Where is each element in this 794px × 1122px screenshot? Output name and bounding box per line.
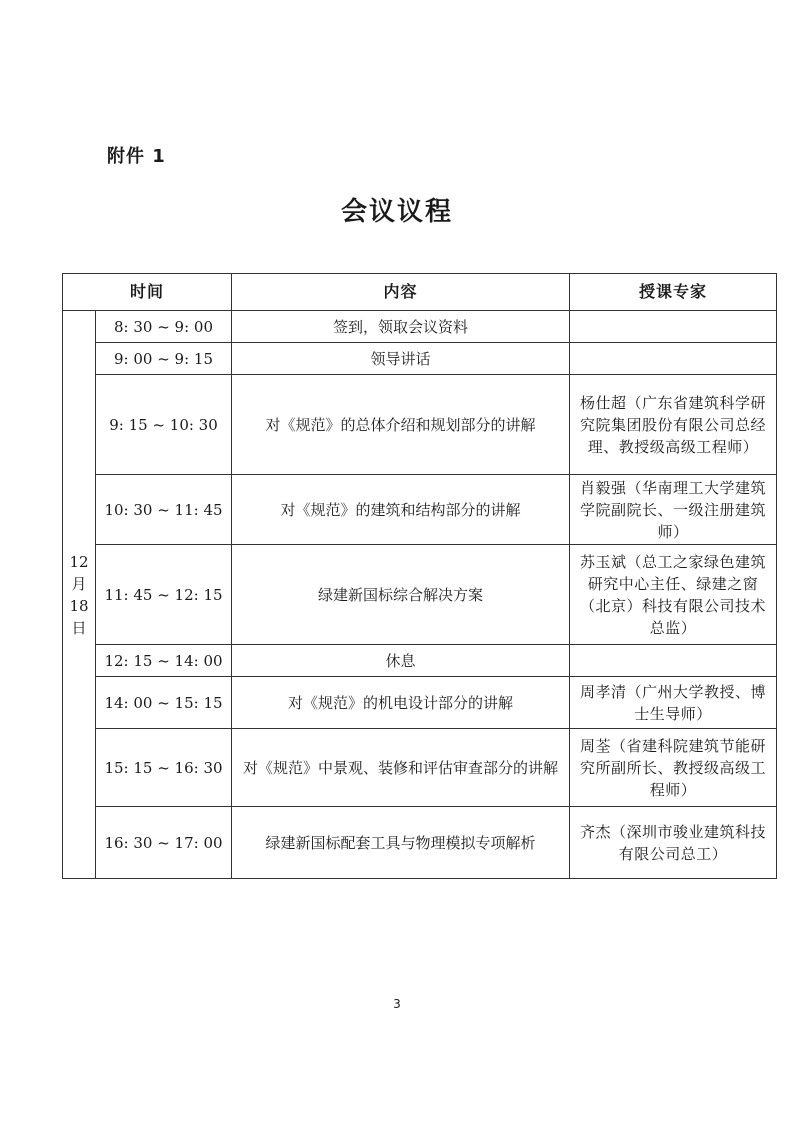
content-cell: 休息 [232, 645, 570, 677]
attachment-label: 附件 1 [107, 146, 166, 167]
table-row [63, 729, 777, 807]
time-cell: 11: 45 ~ 12: 15 [96, 545, 232, 645]
content-cell: 签到，领取会议资料 [232, 311, 570, 343]
expert-cell [570, 311, 777, 343]
expert-cell: 苏玉斌（总工之家绿色建筑研究中心主任、绿建之窗（北京）科技有限公司技术总监） [570, 545, 777, 645]
table-row [63, 677, 777, 729]
content-cell: 绿建新国标配套工具与物理模拟专项解析 [232, 807, 570, 879]
content-cell: 对《规范》的建筑和结构部分的讲解 [232, 475, 570, 545]
time-cell: 9: 00 ~ 9: 15 [96, 343, 232, 375]
content-cell: 对《规范》中景观、装修和评估审查部分的讲解 [232, 729, 570, 807]
expert-cell: 杨仕超（广东省建筑科学研究院集团股份有限公司总经理、教授级高级工程师） [570, 375, 777, 475]
expert-cell [570, 645, 777, 677]
expert-cell: 肖毅强（华南理工大学建筑学院副院长、一级注册建筑师） [570, 475, 777, 545]
header-time: 时间 [63, 274, 232, 311]
header-row [63, 274, 777, 311]
time-cell: 9: 15 ~ 10: 30 [96, 375, 232, 475]
header-expert: 授课专家 [570, 274, 777, 311]
agenda-table [62, 273, 777, 879]
expert-cell [570, 343, 777, 375]
expert-cell: 周孝清（广州大学教授、博士生导师） [570, 677, 777, 729]
content-cell: 对《规范》的总体介绍和规划部分的讲解 [232, 375, 570, 475]
header-content: 内容 [232, 274, 570, 311]
table-row [63, 311, 777, 343]
table-row [63, 343, 777, 375]
content-cell: 领导讲话 [232, 343, 570, 375]
table-row [63, 375, 777, 475]
time-cell: 14: 00 ~ 15: 15 [96, 677, 232, 729]
date-text: 12 月 18 日 [69, 552, 89, 637]
expert-cell: 周荃（省建科院建筑节能研究所副所长、教授级高级工程师） [570, 729, 777, 807]
content-cell: 绿建新国标综合解决方案 [232, 545, 570, 645]
table-row [63, 807, 777, 879]
time-cell: 16: 30 ~ 17: 00 [96, 807, 232, 879]
time-cell: 8: 30 ~ 9: 00 [96, 311, 232, 343]
table-row [63, 645, 777, 677]
time-cell: 15: 15 ~ 16: 30 [96, 729, 232, 807]
table-row [63, 545, 777, 645]
expert-cell: 齐杰（深圳市骏业建筑科技有限公司总工） [570, 807, 777, 879]
table-row [63, 475, 777, 545]
date-cell [63, 311, 96, 879]
content-cell: 对《规范》的机电设计部分的讲解 [232, 677, 570, 729]
page-title: 会议议程 [340, 197, 453, 227]
page-number: 3 [393, 997, 401, 1011]
time-cell: 12: 15 ~ 14: 00 [96, 645, 232, 677]
time-cell: 10: 30 ~ 11: 45 [96, 475, 232, 545]
